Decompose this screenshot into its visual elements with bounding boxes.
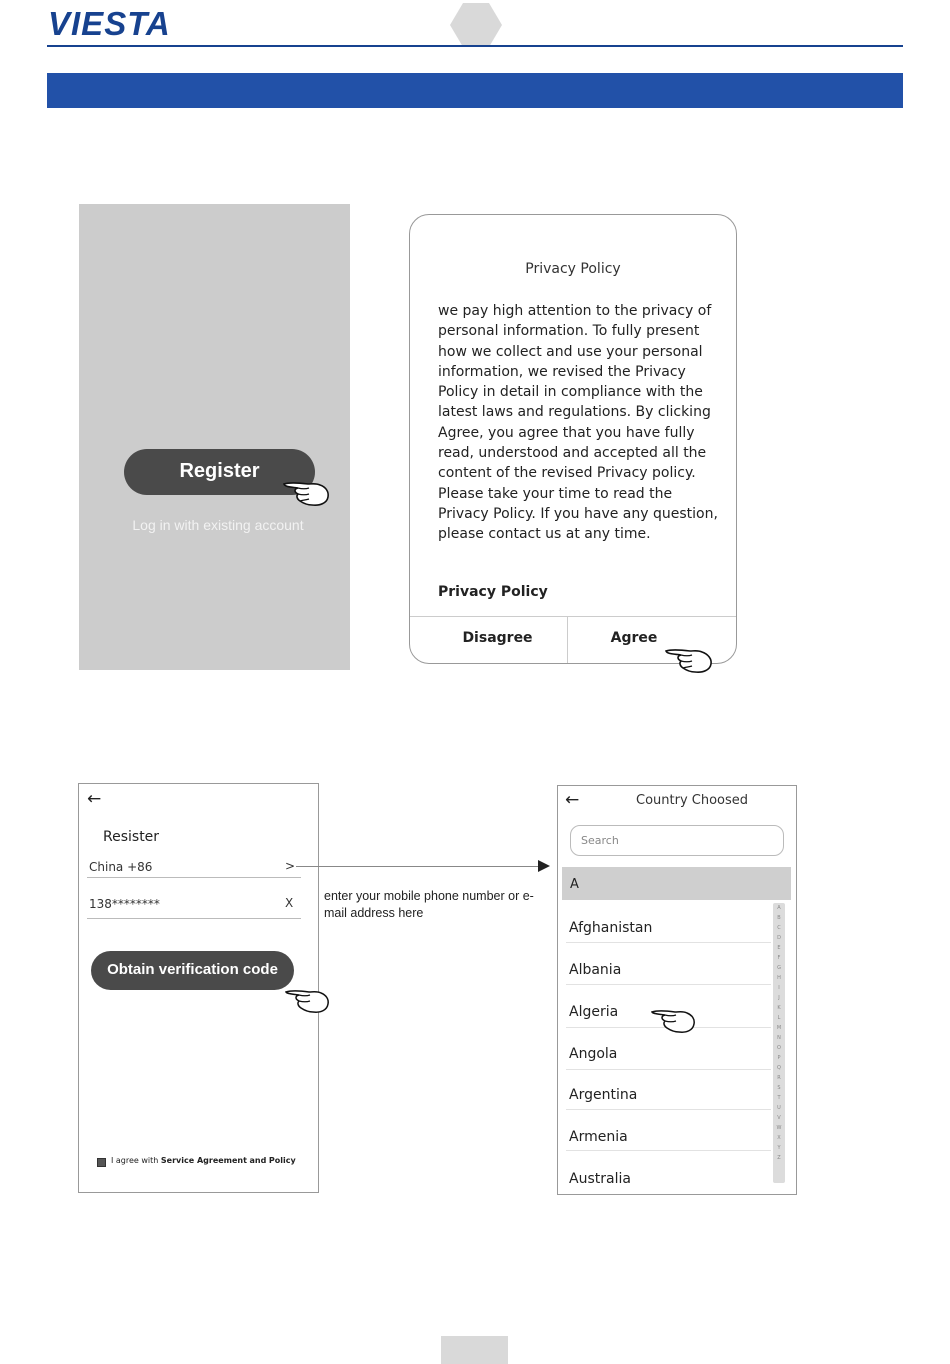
index-letter[interactable]: N	[777, 1035, 781, 1041]
brand-logo: VIESTA	[48, 5, 171, 42]
list-divider	[566, 984, 771, 985]
list-divider	[566, 1069, 771, 1070]
index-letter[interactable]: R	[777, 1075, 781, 1081]
index-letter[interactable]: H	[777, 975, 781, 981]
page-title: Resister	[103, 829, 160, 845]
dialog-divider	[410, 616, 736, 617]
back-arrow-icon[interactable]: ←	[565, 790, 580, 810]
index-letter[interactable]: T	[777, 1095, 781, 1101]
dialog-body-text: we pay high attention to the privacy of personal information. To fully present how we collect and use your personal information, we revised the Privacy Policy in detail in compliance with the latest laws and regulations. By clicking Agree, you agree that you have fully read, understood and accepted all the content of the revised Privacy policy. Please take your time to read the Privacy Policy. If you have any question, please contact us at any time.	[438, 303, 718, 543]
policy-link[interactable]: Policy	[268, 1156, 296, 1165]
index-letter[interactable]: Q	[777, 1065, 781, 1071]
alphabet-index-bar[interactable]	[773, 903, 785, 1183]
section-letter: A	[570, 877, 579, 892]
section-header	[562, 867, 791, 900]
country-item-australia[interactable]: Australia	[569, 1171, 631, 1187]
index-letter[interactable]: D	[777, 935, 781, 941]
index-letter[interactable]: Y	[777, 1145, 781, 1151]
country-code-selector[interactable]: China +86	[89, 860, 153, 874]
list-divider	[566, 1109, 771, 1110]
pointing-hand-icon	[284, 985, 332, 1015]
index-letter[interactable]: U	[777, 1105, 781, 1111]
field-underline	[87, 877, 301, 878]
country-item-armenia[interactable]: Armenia	[569, 1129, 628, 1145]
country-item-argentina[interactable]: Argentina	[569, 1087, 638, 1103]
country-item-afghanistan[interactable]: Afghanistan	[569, 920, 653, 936]
country-item-albania[interactable]: Albania	[569, 962, 622, 978]
privacy-policy-dialog	[409, 214, 737, 664]
index-letter[interactable]: G	[777, 965, 781, 971]
login-existing-account-link[interactable]: Log in with existing account	[132, 517, 304, 533]
agreement-text	[111, 1156, 296, 1165]
clear-icon[interactable]: X	[285, 896, 294, 910]
index-letter[interactable]: I	[778, 985, 780, 991]
index-letter[interactable]: E	[777, 945, 781, 951]
list-divider	[566, 942, 771, 943]
phone-input[interactable]: 138********	[89, 897, 160, 911]
privacy-policy-link[interactable]: Privacy Policy	[438, 584, 548, 600]
arrow-right-icon	[538, 860, 550, 872]
agree-prefix: I agree with	[111, 1156, 159, 1165]
index-letter[interactable]: Z	[777, 1155, 781, 1161]
index-letter[interactable]: P	[777, 1055, 781, 1061]
service-agreement-link[interactable]: Service Agreement	[160, 1156, 247, 1165]
checkbox-icon[interactable]	[97, 1158, 106, 1167]
obtain-verification-code-button[interactable]: Obtain verification code	[91, 951, 294, 990]
agree-button[interactable]: Agree	[610, 630, 658, 646]
header-rule	[47, 45, 903, 47]
search-input[interactable]	[570, 825, 784, 856]
register-screen	[79, 204, 350, 670]
index-letter[interactable]: V	[777, 1115, 781, 1121]
index-letter[interactable]: L	[777, 1015, 781, 1021]
index-letter[interactable]: X	[777, 1135, 781, 1141]
index-letter[interactable]: K	[777, 1005, 781, 1011]
pointing-hand-icon	[650, 1005, 698, 1035]
index-letter[interactable]: M	[776, 1025, 782, 1031]
index-letter[interactable]: W	[776, 1125, 782, 1131]
country-item-algeria[interactable]: Algeria	[569, 1004, 619, 1020]
back-arrow-icon[interactable]: ←	[87, 789, 102, 809]
hexagon-decoration	[450, 3, 502, 47]
index-letter[interactable]: B	[777, 915, 781, 921]
chevron-right-icon[interactable]: >	[285, 859, 296, 873]
country-chooser-screen	[557, 785, 797, 1195]
and-text: and	[249, 1156, 267, 1165]
index-letter[interactable]: J	[778, 995, 780, 1001]
register-button[interactable]: Register	[124, 449, 315, 495]
index-letter[interactable]: F	[777, 955, 781, 961]
connector-line	[296, 866, 541, 867]
list-divider	[566, 1150, 771, 1151]
dialog-title: Privacy Policy	[525, 261, 621, 277]
section-banner	[47, 73, 903, 108]
resister-screen	[78, 783, 319, 1193]
pointing-hand-icon	[282, 474, 332, 508]
index-letter[interactable]: C	[777, 925, 781, 931]
country-item-angola[interactable]: Angola	[569, 1046, 618, 1062]
instruction-note: enter your mobile phone number or e-mail address here	[324, 889, 534, 920]
pointing-hand-icon	[664, 641, 716, 675]
index-letter[interactable]: O	[777, 1045, 781, 1051]
search-placeholder: Search	[581, 834, 619, 847]
index-letter[interactable]: A	[777, 905, 781, 911]
disagree-button[interactable]: Disagree	[462, 630, 533, 646]
page-title: Country Choosed	[636, 793, 749, 808]
index-letter[interactable]: S	[777, 1085, 781, 1091]
field-underline	[87, 918, 301, 919]
page-number-tab	[441, 1336, 508, 1364]
